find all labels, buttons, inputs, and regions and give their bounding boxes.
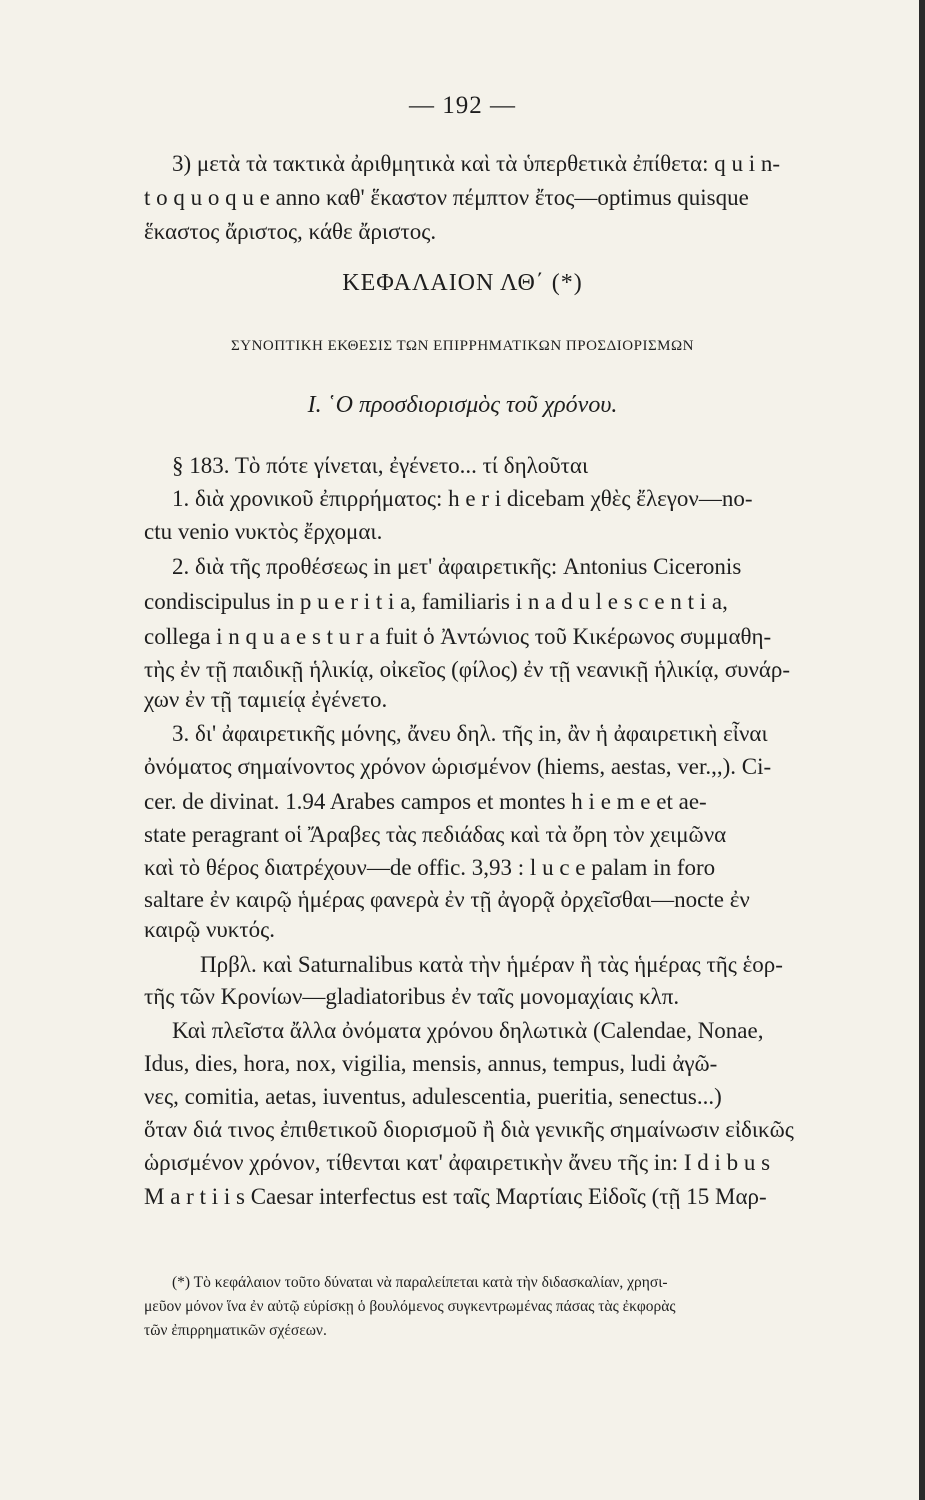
paragraph-line: saltare ἐν καιρῷ ἡμέρας φανερὰ ἐν τῇ ἀγορᾷ ὀρχεῖσθαι—nocte ἐν <box>144 887 750 912</box>
paragraph-line: καιρῷ νυκτός. <box>144 917 275 942</box>
paragraph-line: καὶ τὸ θέρος διατρέχουν—de offic. 3,93 : l u c e palam in foro <box>144 855 716 880</box>
paragraph-line: Καὶ πλεῖστα ἄλλα ὀνόματα χρόνου δηλωτικὰ (Calendae, Nonae, <box>172 1018 764 1043</box>
paragraph-line: ὅταν διά τινος ἐπιθετικοῦ διορισμοῦ ἢ διὰ γενικῆς σημαίνωσιν εἰδικῶς <box>144 1117 794 1142</box>
paragraph-line: νες, comitia, aetas, iuventus, adulescentia, pueritia, senectus...) <box>144 1084 722 1109</box>
chapter-subheading: ΣΥΝΟΠΤΙΚΗ ΕΚΘΕΣΙΣ ΤΩΝ ΕΠΙΡΡΗΜΑΤΙΚΩΝ ΠΡΟΣΔΙΟΡΙΣΜΩΝ <box>231 338 694 354</box>
intro-line: ἕκαστος ἄριστος, κάθε ἄριστος. <box>144 219 437 244</box>
paragraph-line: 2. διὰ τῆς προθέσεως in μετ' ἀφαιρετικῆς: Antonius Ciceronis <box>172 554 742 579</box>
page-number: — 192 — <box>409 92 516 119</box>
footnote-line: (*) Τὸ κεφάλαιον τοῦτο δύναται νὰ παραλείπεται κατὰ τὴν διδασκαλίαν, χρησι- <box>172 1274 668 1291</box>
paragraph-line: ὡρισμένον χρόνον, τίθενται κατ' ἀφαιρετικὴν ἄνευ τῆς in: I d i b u s <box>144 1150 771 1175</box>
paragraph-line: condiscipulus in p u e r i t i a, familiaris i n a d u l e s c e n t i a, <box>144 589 728 614</box>
paragraph-line: ctu venio νυκτὸς ἔρχομαι. <box>144 519 383 544</box>
paragraph-line: χων ἐν τῇ ταμιείᾳ ἐγένετο. <box>144 687 388 712</box>
paragraph-line: M a r t i i s Caesar interfectus est ταῖς Μαρτίαις Εἰδοῖς (τῇ 15 Μαρ- <box>144 1184 767 1209</box>
paragraph-line: Πρβλ. καὶ Saturnalibus κατὰ τὴν ἡμέραν ἢ τὰς ἡμέρας τῆς ἑορ- <box>200 952 783 977</box>
paragraph-line: τῆς τῶν Κρονίων—gladiatoribus ἐν ταῖς μονομαχίαις κλπ. <box>144 984 680 1009</box>
section-heading: I. ῾Ο προσδιορισμὸς τοῦ χρόνου. <box>307 392 618 418</box>
chapter-heading: ΚΕΦΑΛΑΙΟΝ ΛΘ΄ (*) <box>342 270 583 296</box>
paragraph-line: collega i n q u a e s t u r a fuit ὁ Ἀντώνιος τοῦ Κικέρωνος συμμαθη- <box>144 624 772 649</box>
paragraph-line: § 183. Τὸ πότε γίνεται, ἐγένετο... τί δηλοῦται <box>172 453 589 478</box>
paragraph-line: state peragrant οἱ Ἄραβες τὰς πεδιάδας καὶ τὰ ὄρη τὸν χειμῶνα <box>144 822 727 847</box>
intro-line: 3) μετὰ τὰ τακτικὰ ἀριθμητικὰ καὶ τὰ ὑπερθετικὰ ἐπίθετα: q u i n- <box>172 151 781 176</box>
intro-line: t o q u o q u e anno καθ' ἕκαστον πέμπτον ἔτος—optimus quisque <box>144 185 749 210</box>
paragraph-line: 3. δι' ἀφαιρετικῆς μόνης, ἄνευ δηλ. τῆς in, ἂν ἡ ἀφαιρετικὴ εἶναι <box>172 721 768 746</box>
page-edge-shadow <box>919 0 925 1500</box>
footnote-line: μεῦον μόνον ἵνα ἐν αὐτῷ εὑρίσκῃ ὁ βουλόμενος συγκεντρωμένας πάσας τὰς ἐκφορὰς <box>144 1298 676 1315</box>
footnote-line: τῶν ἐπιρρηματικῶν σχέσεων. <box>144 1322 327 1339</box>
paragraph-line: 1. διὰ χρονικοῦ ἐπιρρήματος: h e r i dicebam χθὲς ἔλεγον—no- <box>172 486 753 511</box>
paragraph-line: τὴς ἐν τῇ παιδικῇ ἡλικίᾳ, οἰκεῖος (φίλος) ἐν τῇ νεανικῇ ἡλικίᾳ, συνάρ- <box>144 657 791 682</box>
paragraph-line: cer. de divinat. 1.94 Arabes campos et montes h i e m e et ae- <box>144 789 707 814</box>
paragraph-line: ὀνόματος σημαίνοντος χρόνον ὡρισμένον (hiems, aestas, ver.,,). Ci- <box>144 754 772 779</box>
paragraph-line: Idus, dies, hora, nox, vigilia, mensis, annus, tempus, ludi ἀγῶ- <box>144 1051 718 1076</box>
